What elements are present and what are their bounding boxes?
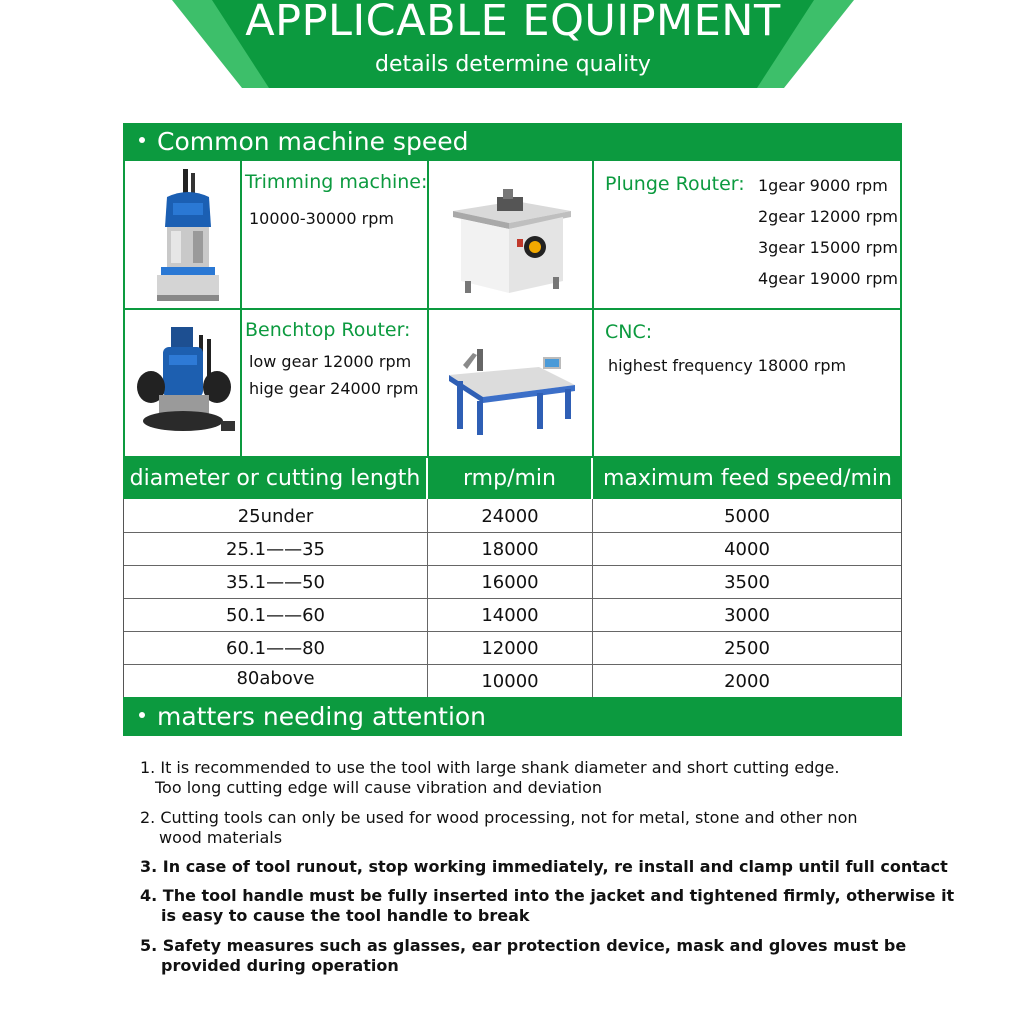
benchtop-router-label: Benchtop Router: bbox=[245, 319, 411, 341]
trimming-machine-image bbox=[153, 167, 223, 305]
cell-diameter: 80above bbox=[236, 668, 315, 689]
note-item: 3. In case of tool runout, stop working immediately, re install and clamp until full contact bbox=[140, 857, 948, 876]
cell-feed: 2000 bbox=[724, 671, 770, 692]
cell-diameter: 50.1——60 bbox=[226, 605, 325, 626]
note-item: 5. Safety measures such as glasses, ear protection device, mask and gloves must be provided during operation bbox=[140, 936, 907, 975]
cell-rpm: 10000 bbox=[481, 671, 539, 692]
note-item: 4. The tool handle must be fully inserted into the jacket and tightened firmly, otherwise it is easy to cause the tool handle to break bbox=[140, 886, 955, 925]
cell-diameter: 60.1——80 bbox=[226, 638, 325, 659]
cell-feed: 5000 bbox=[724, 506, 770, 527]
cell-feed: 4000 bbox=[724, 539, 770, 560]
cell-rpm: 16000 bbox=[481, 572, 539, 593]
plunge-router-image bbox=[445, 181, 575, 297]
banner-subtitle: details determine quality bbox=[375, 52, 651, 77]
table-row bbox=[124, 532, 901, 566]
header-banner bbox=[172, 0, 854, 88]
banner-title: APPLICABLE EQUIPMENT bbox=[245, 0, 781, 46]
speed-table bbox=[123, 499, 902, 697]
plunge-router-gear-3: 3gear 15000 rpm bbox=[758, 238, 898, 257]
plunge-router-label: Plunge Router: bbox=[605, 173, 745, 195]
cnc-image bbox=[443, 345, 583, 437]
header-diameter: diameter or cutting length bbox=[129, 466, 421, 491]
table-row bbox=[124, 598, 901, 632]
benchtop-router-image bbox=[133, 325, 239, 437]
header-rpm: rmp/min bbox=[463, 466, 556, 491]
cnc-speed: highest frequency 18000 rpm bbox=[608, 356, 847, 375]
cell-feed: 3500 bbox=[724, 572, 770, 593]
bullet-icon bbox=[139, 712, 145, 718]
bullet-icon bbox=[139, 137, 145, 143]
cell-feed: 3000 bbox=[724, 605, 770, 626]
table-row bbox=[124, 565, 901, 599]
cell-diameter: 25.1——35 bbox=[226, 539, 325, 560]
plunge-router-gear-2: 2gear 12000 rpm bbox=[758, 207, 898, 226]
trimming-machine-label: Trimming machine: bbox=[245, 171, 428, 193]
trimming-machine-speed: 10000-30000 rpm bbox=[249, 209, 394, 228]
attention-section-heading: matters needing attention bbox=[123, 697, 902, 736]
grid-divider bbox=[125, 308, 900, 310]
speed-table-header bbox=[123, 458, 902, 499]
table-row bbox=[124, 631, 901, 665]
note-item: 2. Cutting tools can only be used for wood processing, not for metal, stone and other non wood materials bbox=[140, 808, 858, 847]
plunge-router-gear-1: 1gear 9000 rpm bbox=[758, 176, 888, 195]
plunge-router-gear-4: 4gear 19000 rpm bbox=[758, 269, 898, 288]
machine-grid bbox=[123, 161, 902, 458]
table-row bbox=[124, 664, 901, 697]
cell-diameter: 25under bbox=[237, 506, 314, 527]
machine-section-heading: Common machine speed bbox=[123, 123, 902, 161]
header-feed-speed: maximum feed speed/min bbox=[603, 466, 892, 491]
cell-rpm: 24000 bbox=[481, 506, 539, 527]
benchtop-router-high-gear: hige gear 24000 rpm bbox=[249, 379, 419, 398]
cnc-label: CNC: bbox=[605, 321, 653, 343]
cell-rpm: 14000 bbox=[481, 605, 539, 626]
cell-rpm: 12000 bbox=[481, 638, 539, 659]
table-row bbox=[124, 499, 901, 533]
cell-rpm: 18000 bbox=[481, 539, 539, 560]
note-item: 1. It is recommended to use the tool with large shank diameter and short cutting edge. Too long cutting edge will cause vibration and deviation bbox=[140, 758, 840, 797]
cell-diameter: 35.1——50 bbox=[226, 572, 325, 593]
benchtop-router-low-gear: low gear 12000 rpm bbox=[249, 352, 412, 371]
cell-feed: 2500 bbox=[724, 638, 770, 659]
